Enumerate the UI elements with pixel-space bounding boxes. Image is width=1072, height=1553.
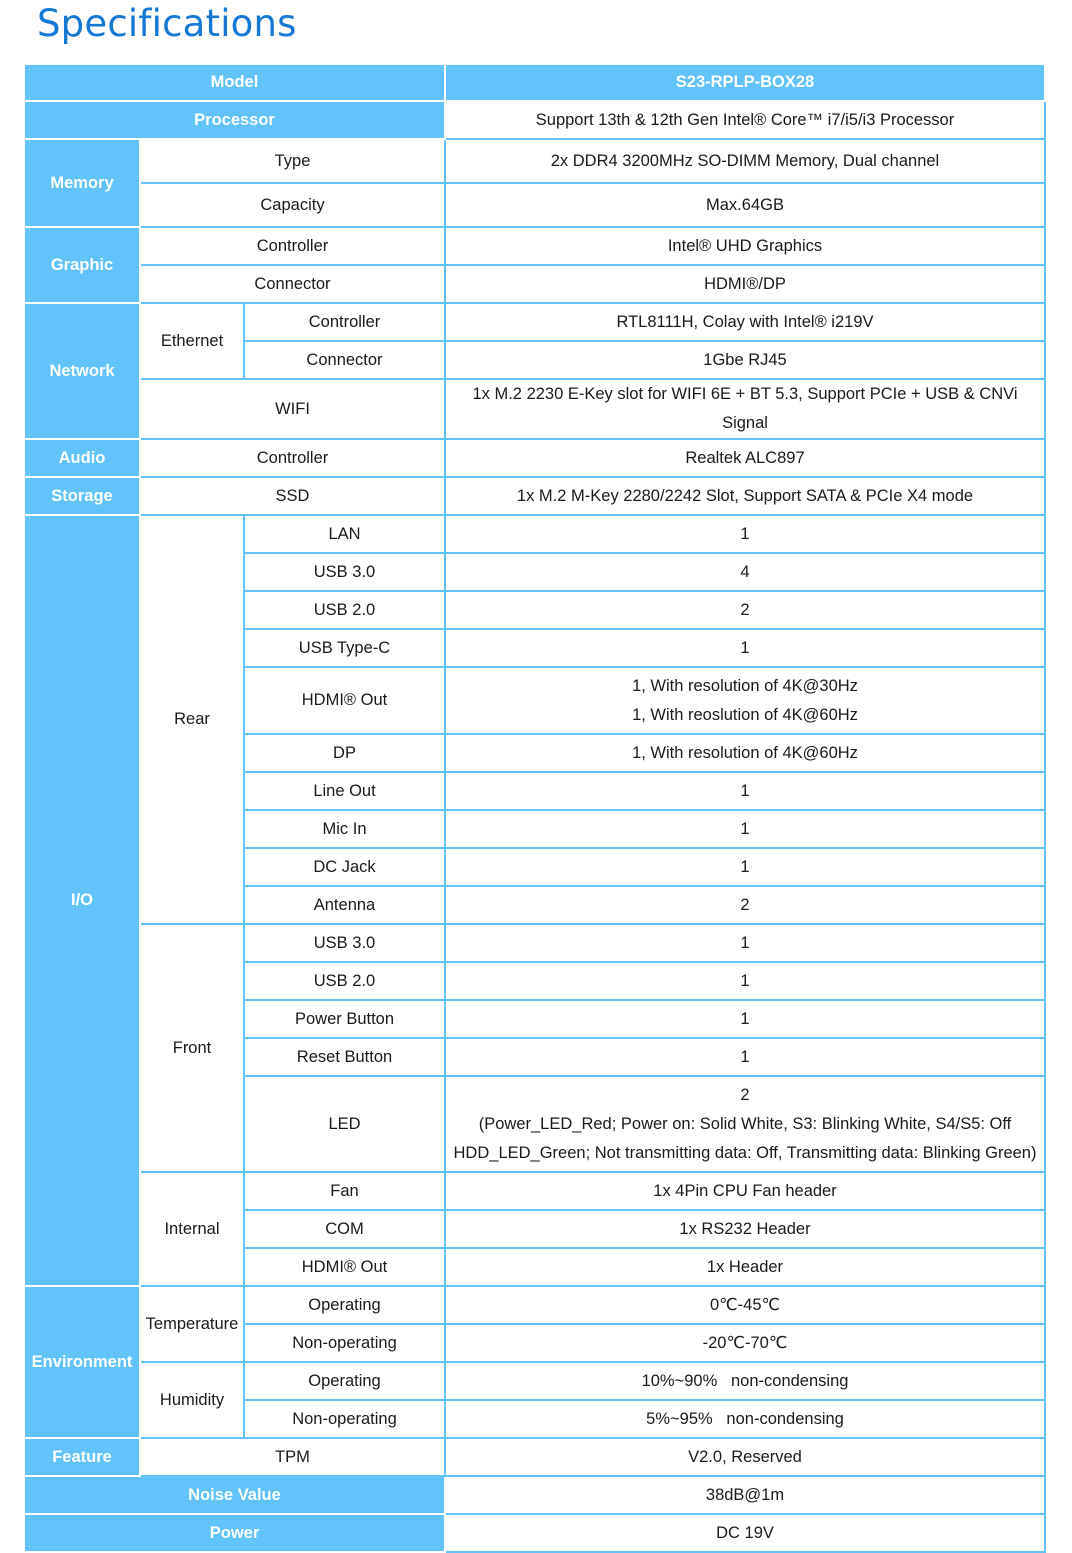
table-row-temp-operating (24, 1286, 1045, 1324)
table-row-memory-capacity (24, 183, 1045, 227)
network-controller-value: RTL8111H, Colay with Intel® i219V (445, 303, 1045, 341)
hum-nonoperating-label: Non-operating (244, 1400, 445, 1438)
noise-label: Noise Value (24, 1476, 445, 1514)
value-line: (Power_LED_Red; Power on: Solid White, S3: Blinking White, S4/S5: Off (478, 1114, 1012, 1133)
table-row-wifi (24, 379, 1045, 439)
table-row-audio (24, 439, 1045, 477)
table-row-model (24, 64, 1045, 101)
noise-value: 38dB@1m (445, 1476, 1045, 1514)
network-connector-label: Connector (244, 341, 445, 379)
audio-controller-value: Realtek ALC897 (445, 439, 1045, 477)
network-controller-label: Controller (244, 303, 445, 341)
rear-label: Rear (140, 515, 244, 924)
port-label: USB Type-C (244, 629, 445, 667)
port-value: 1 (445, 1038, 1045, 1076)
port-value (445, 667, 1045, 734)
hum-operating-label: Operating (244, 1362, 445, 1400)
table-row-graphic-controller (24, 227, 1045, 265)
front-label: Front (140, 924, 244, 1172)
table-row-noise (24, 1476, 1045, 1514)
table-row (24, 924, 1045, 962)
port-label: Reset Button (244, 1038, 445, 1076)
port-label: USB 2.0 (244, 591, 445, 629)
graphic-label: Graphic (24, 227, 140, 303)
specifications-table (23, 63, 1046, 1553)
port-value: 1 (445, 772, 1045, 810)
port-label: Antenna (244, 886, 445, 924)
graphic-controller-value: Intel® UHD Graphics (445, 227, 1045, 265)
humidity-label: Humidity (140, 1362, 244, 1438)
power-label: Power (24, 1514, 445, 1552)
hum-operating-value: 10%~90% non-condensing (445, 1362, 1045, 1400)
internal-label: Internal (140, 1172, 244, 1286)
port-label: Fan (244, 1172, 445, 1210)
port-value: 1 (445, 515, 1045, 553)
model-value: S23-RPLP-BOX28 (445, 64, 1045, 101)
ethernet-label: Ethernet (140, 303, 244, 379)
temp-nonoperating-label: Non-operating (244, 1324, 445, 1362)
table-row-storage (24, 477, 1045, 515)
port-label: USB 3.0 (244, 553, 445, 591)
table-row-power (24, 1514, 1045, 1552)
port-label: HDMI® Out (244, 1248, 445, 1286)
port-label: Mic In (244, 810, 445, 848)
port-value: 2 (445, 886, 1045, 924)
port-value: 1 (445, 924, 1045, 962)
wifi-label: WIFI (140, 379, 445, 439)
graphic-connector-label: Connector (140, 265, 445, 303)
page-title: Specifications (37, 2, 297, 45)
audio-controller-label: Controller (140, 439, 445, 477)
table-row-feature (24, 1438, 1045, 1476)
hum-nonoperating-value: 5%~95% non-condensing (445, 1400, 1045, 1438)
table-row-graphic-connector (24, 265, 1045, 303)
port-value: 2 (445, 591, 1045, 629)
feature-label: Feature (24, 1438, 140, 1476)
table-row-hum-operating (24, 1362, 1045, 1400)
tpm-value: V2.0, Reserved (445, 1438, 1045, 1476)
port-label: Line Out (244, 772, 445, 810)
port-value: 1x 4Pin CPU Fan header (445, 1172, 1045, 1210)
processor-label: Processor (24, 101, 445, 139)
value-line: 1, With resolution of 4K@30Hz (632, 676, 858, 695)
graphic-connector-value: HDMI®/DP (445, 265, 1045, 303)
table-row (24, 1172, 1045, 1210)
port-label: COM (244, 1210, 445, 1248)
port-value: 1 (445, 962, 1045, 1000)
port-value: 1 (445, 848, 1045, 886)
storage-label: Storage (24, 477, 140, 515)
port-label: DC Jack (244, 848, 445, 886)
ssd-label: SSD (140, 477, 445, 515)
ssd-value: 1x M.2 M-Key 2280/2242 Slot, Support SATA & PCIe X4 mode (445, 477, 1045, 515)
port-value: 1x Header (445, 1248, 1045, 1286)
port-label: USB 3.0 (244, 924, 445, 962)
wifi-value: 1x M.2 2230 E-Key slot for WIFI 6E + BT 5.3, Support PCIe + USB & CNVi Signal (445, 379, 1045, 439)
memory-capacity-value: Max.64GB (445, 183, 1045, 227)
port-value: 1 (445, 629, 1045, 667)
io-label: I/O (24, 515, 140, 1286)
memory-label: Memory (24, 139, 140, 227)
table-row (24, 515, 1045, 553)
network-label: Network (24, 303, 140, 439)
port-label: USB 2.0 (244, 962, 445, 1000)
port-value: 4 (445, 553, 1045, 591)
graphic-controller-label: Controller (140, 227, 445, 265)
port-label: HDMI® Out (244, 667, 445, 734)
port-value: 1x RS232 Header (445, 1210, 1045, 1248)
table-row-network-controller (24, 303, 1045, 341)
table-row-memory-type (24, 139, 1045, 183)
port-label: DP (244, 734, 445, 772)
temp-nonoperating-value: -20℃-70℃ (445, 1324, 1045, 1362)
port-label: LED (244, 1076, 445, 1172)
model-label: Model (24, 64, 445, 101)
processor-value: Support 13th & 12th Gen Intel® Core™ i7/i5/i3 Processor (445, 101, 1045, 139)
port-value (445, 1076, 1045, 1172)
audio-label: Audio (24, 439, 140, 477)
memory-type-value: 2x DDR4 3200MHz SO-DIMM Memory, Dual channel (445, 139, 1045, 183)
value-line: 1, With reoslution of 4K@60Hz (632, 705, 858, 724)
power-value: DC 19V (445, 1514, 1045, 1552)
port-value: 1 (445, 1000, 1045, 1038)
port-value: 1, With resolution of 4K@60Hz (445, 734, 1045, 772)
network-connector-value: 1Gbe RJ45 (445, 341, 1045, 379)
temperature-label: Temperature (140, 1286, 244, 1362)
port-label: Power Button (244, 1000, 445, 1038)
memory-type-label: Type (140, 139, 445, 183)
memory-capacity-label: Capacity (140, 183, 445, 227)
port-value: 1 (445, 810, 1045, 848)
tpm-label: TPM (140, 1438, 445, 1476)
temp-operating-label: Operating (244, 1286, 445, 1324)
temp-operating-value: 0℃-45℃ (445, 1286, 1045, 1324)
port-label: LAN (244, 515, 445, 553)
environment-label: Environment (24, 1286, 140, 1438)
value-line: 2 (740, 1085, 750, 1104)
table-row-processor (24, 101, 1045, 139)
value-line: HDD_LED_Green; Not transmitting data: Off, Transmitting data: Blinking Green) (453, 1143, 1037, 1162)
